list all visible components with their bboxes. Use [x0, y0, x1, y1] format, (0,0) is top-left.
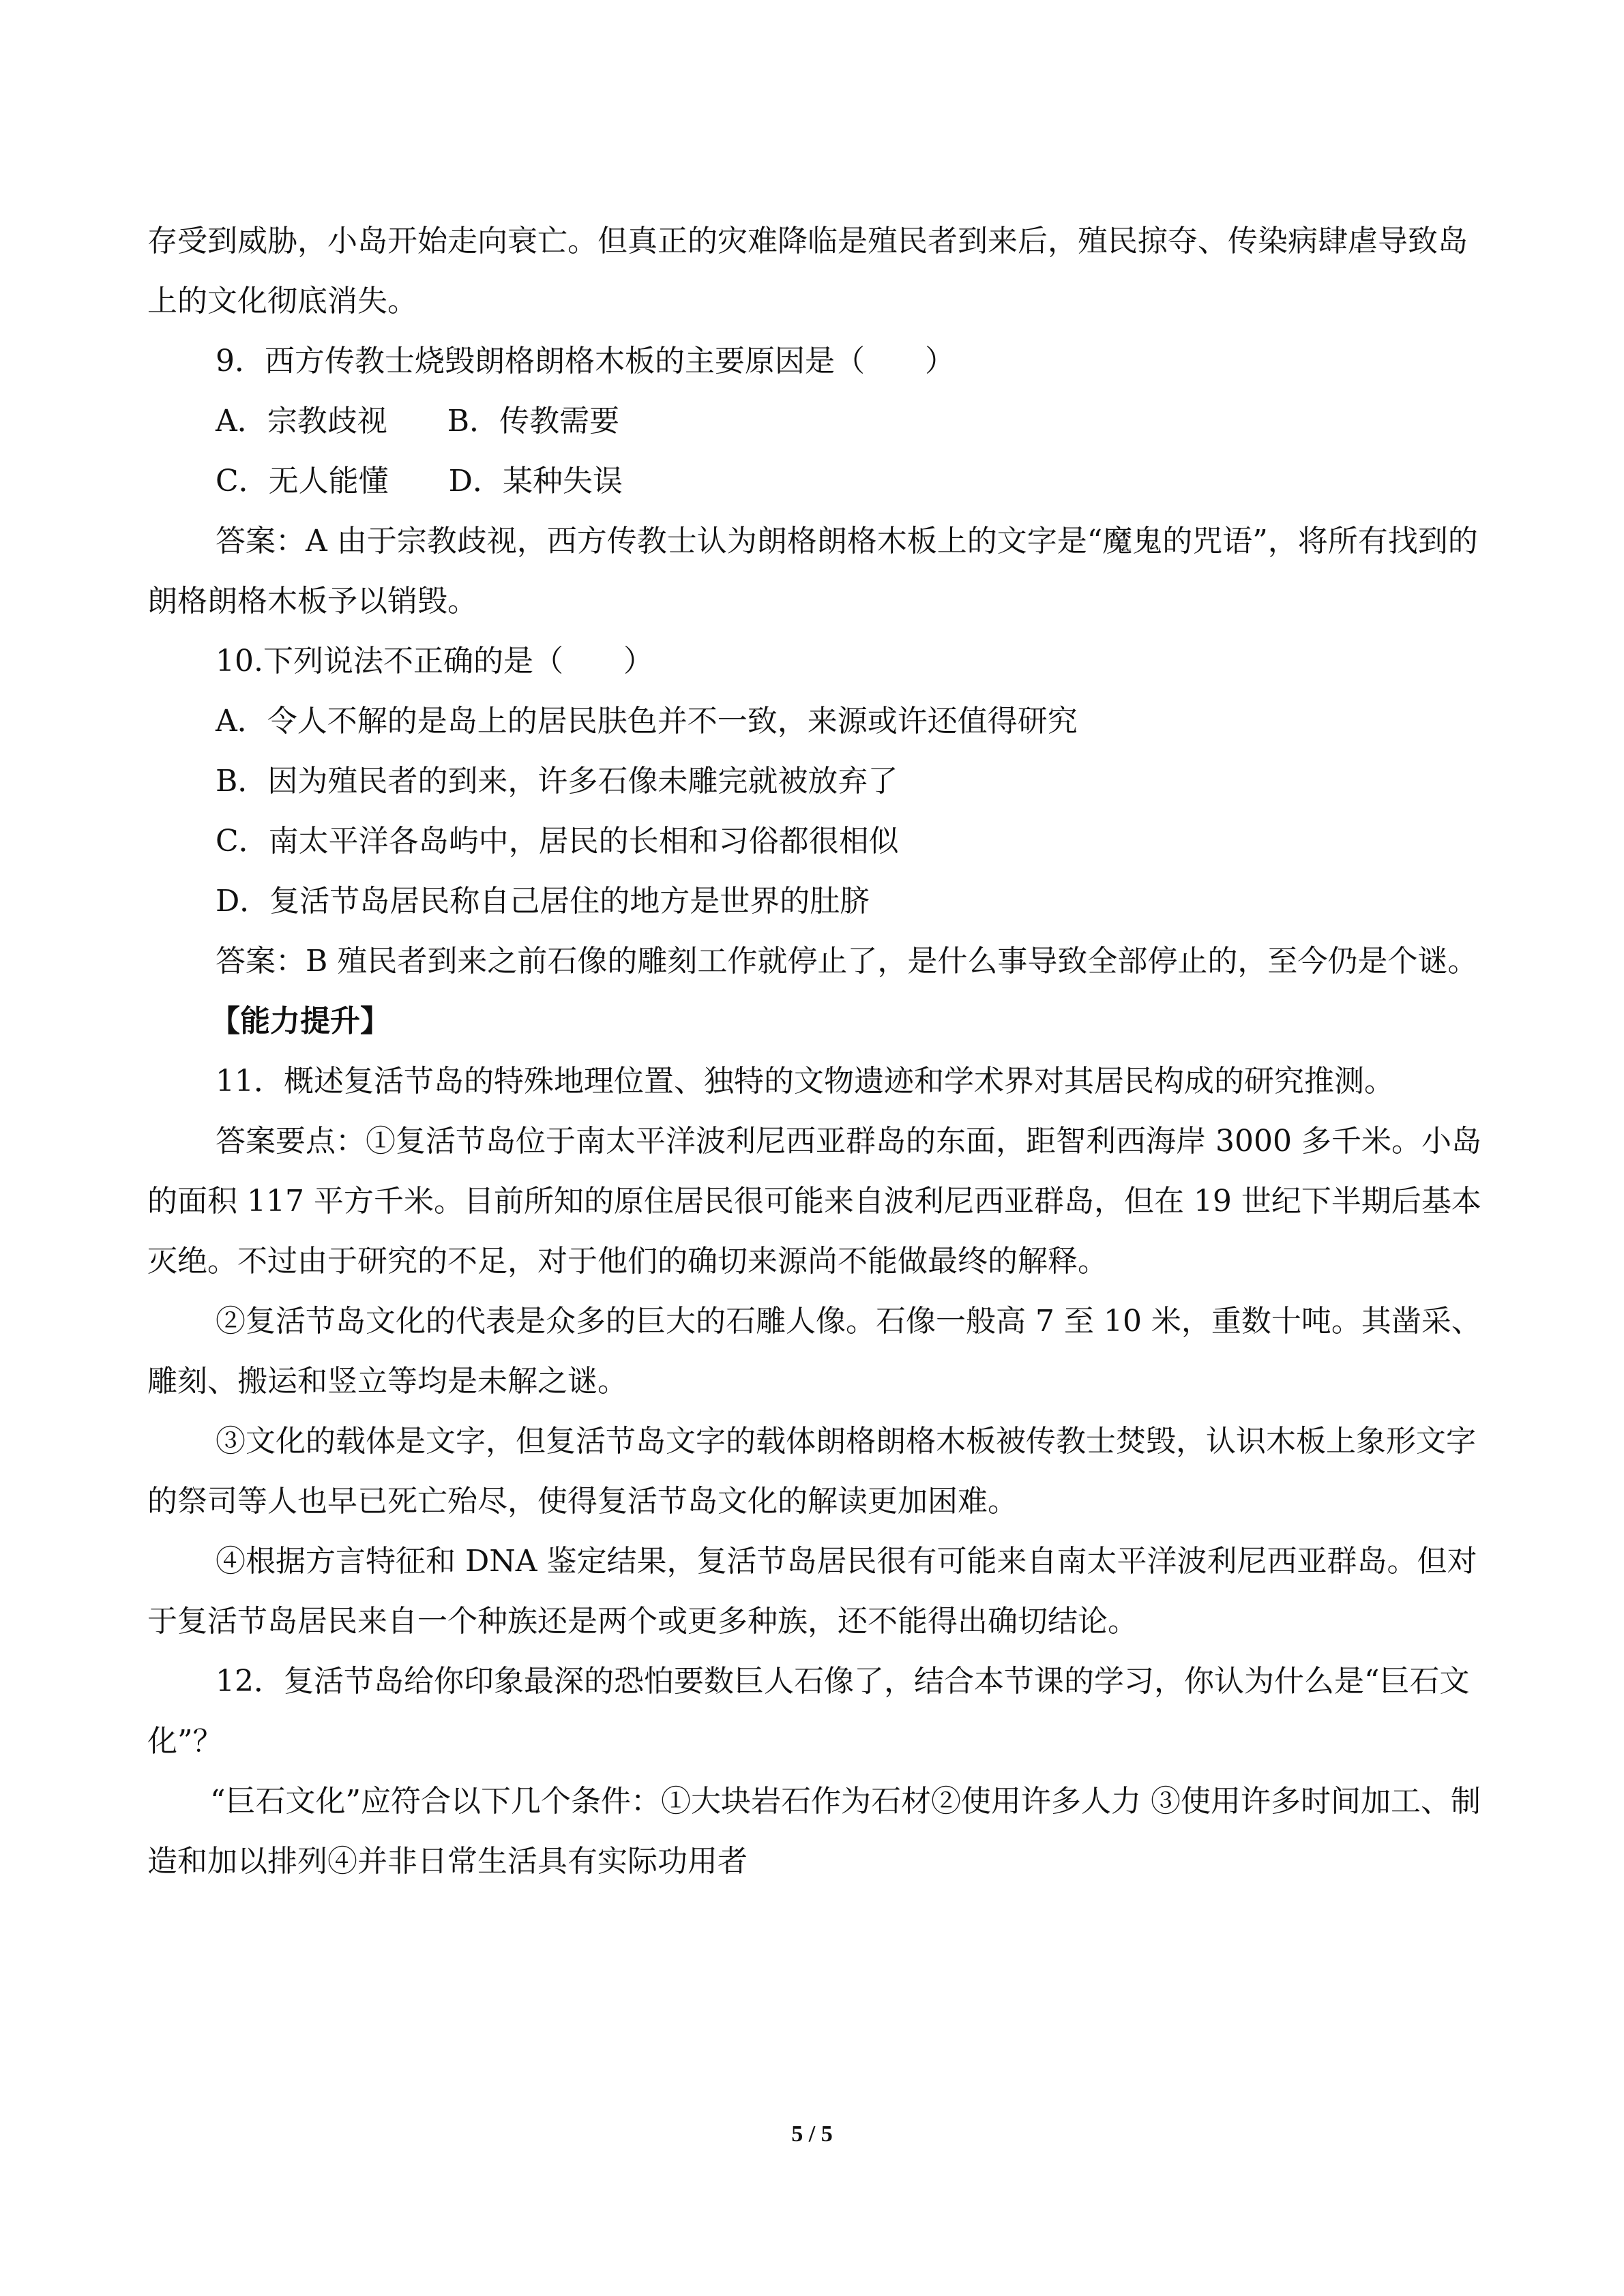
paragraph-continuation: 存受到威胁，小岛开始走向衰亡。但真正的灾难降临是殖民者到来后，殖民掠夺、传染病肆虐导致岛上的文化彻底消失。	[147, 224, 1468, 318]
document-body	[147, 211, 1484, 1892]
question-9-options-ab: A．宗教歧视 B．传教需要	[216, 404, 620, 438]
question-9-answer: 答案：A 由于宗教歧视，西方传教士认为朗格朗格木板上的文字是“魔鬼的咒语”，将所有找到的朗格朗格木板予以销毁。	[147, 524, 1478, 618]
question-10-option-c: C．南太平洋各岛屿中，居民的长相和习俗都很相似	[216, 824, 899, 859]
question-11-answer-point-3: ③文化的载体是文字，但复活节岛文字的载体朗格朗格木板被传教士焚毁，认识木板上象形文字的祭司等人也早已死亡殆尽，使得复活节岛文化的解读更加困难。	[147, 1424, 1476, 1519]
question-9-options-cd: C．无人能懂 D．某种失误	[216, 464, 623, 498]
question-12-answer: “巨石文化”应符合以下几个条件：①大块岩石作为石材②使用许多人力 ③使用许多时间加工、制造和加以排列④并非日常生活具有实际功用者	[147, 1784, 1481, 1879]
question-9: 9．西方传教士烧毁朗格朗格木板的主要原因是（ ）	[216, 344, 955, 378]
question-10-option-a: A．令人不解的是岛上的居民肤色并不一致，来源或许还值得研究	[216, 704, 1078, 739]
question-11-answer-point-2: ②复活节岛文化的代表是众多的巨大的石雕人像。石像一般高 7 至 10 米，重数十吨。其凿采、雕刻、搬运和竖立等均是未解之谜。	[147, 1304, 1481, 1399]
page-number: 5 / 5	[791, 2121, 833, 2147]
question-11: 11．概述复活节岛的特殊地理位置、独特的文物遗迹和学术界对其居民构成的研究推测。	[216, 1064, 1394, 1099]
question-11-answer-point-1: 答案要点：①复活节岛位于南太平洋波利尼西亚群岛的东面，距智利西海岸 3000 多千米。小岛的面积 117 平方千米。目前所知的原住居民很可能来自波利尼西亚群岛，但在 19 世纪下半期后基本灭绝。不过由于研究的不足，对于他们的确切来源尚不能做最终的解释。	[147, 1124, 1481, 1279]
question-10-option-d: D．复活节岛居民称自己居住的地方是世界的肚脐	[216, 884, 870, 919]
section-heading-ability: 【能力提升】	[210, 1004, 390, 1039]
question-10: 10.下列说法不正确的是（ ）	[216, 644, 653, 679]
question-10-answer: 答案：B 殖民者到来之前石像的雕刻工作就停止了，是什么事导致全部停止的，至今仍是个谜。	[216, 944, 1478, 979]
question-10-option-b: B．因为殖民者的到来，许多石像未雕完就被放弃了	[216, 764, 898, 799]
question-11-answer-point-4: ④根据方言特征和 DNA 鉴定结果，复活节岛居民很有可能来自南太平洋波利尼西亚群岛。但对于复活节岛居民来自一个种族还是两个或更多种族，还不能得出确切结论。	[147, 1544, 1477, 1639]
question-12: 12．复活节岛给你印象最深的恐怕要数巨人石像了，结合本节课的学习，你认为什么是“巨石文化”？	[147, 1664, 1470, 1759]
